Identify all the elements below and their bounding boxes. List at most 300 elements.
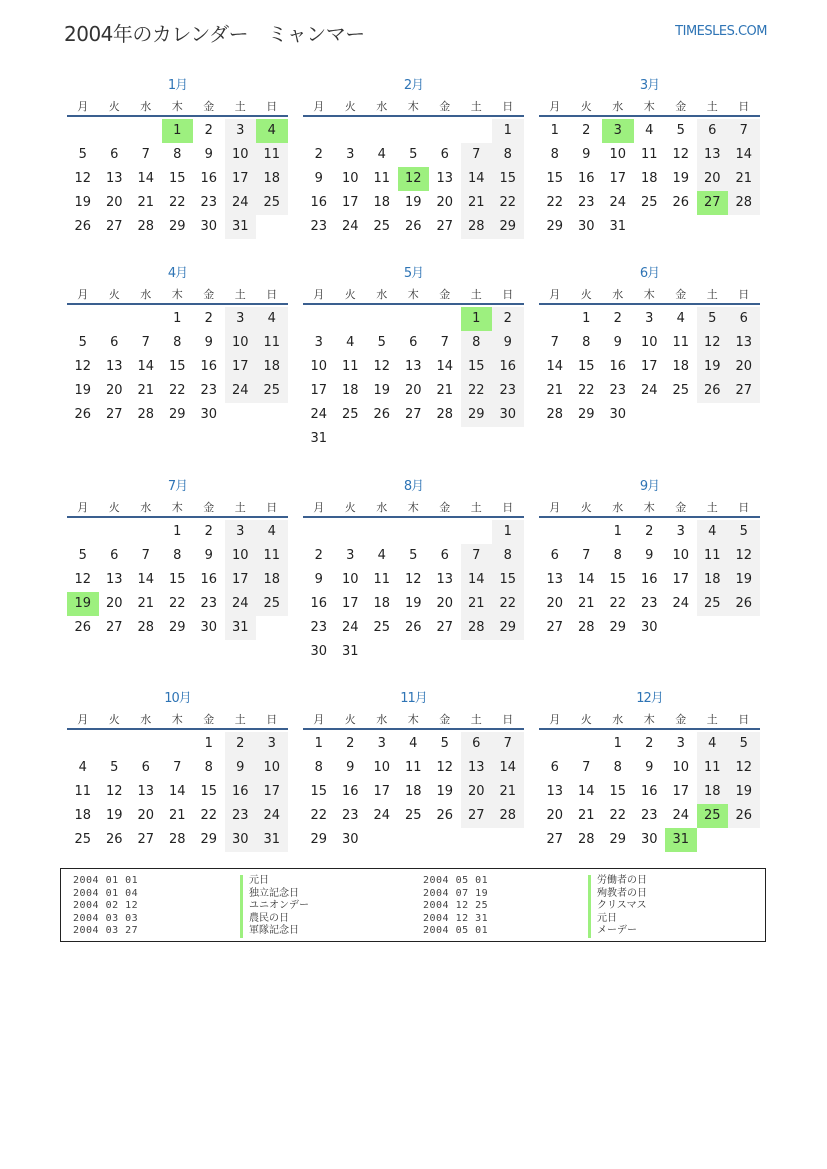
day-cell[interactable]: 29: [461, 403, 493, 427]
day-cell[interactable]: 12: [728, 756, 760, 780]
holiday-day-cell[interactable]: 1: [162, 119, 194, 143]
day-cell[interactable]: 10: [225, 143, 257, 167]
day-cell[interactable]: 13: [436, 572, 454, 587]
day-cell[interactable]: 7: [728, 119, 760, 143]
day-cell[interactable]: 24: [310, 407, 328, 422]
day-cell[interactable]: 23: [200, 596, 218, 611]
day-cell[interactable]: 10: [609, 147, 627, 162]
day-cell[interactable]: 10: [640, 335, 658, 350]
day-cell[interactable]: 30: [609, 407, 627, 422]
day-cell[interactable]: 4: [645, 123, 654, 138]
holiday-day-cell[interactable]: 12: [398, 167, 430, 191]
day-cell[interactable]: 15: [577, 359, 595, 374]
day-cell[interactable]: 10: [341, 171, 359, 186]
day-cell[interactable]: 27: [546, 620, 564, 635]
day-cell[interactable]: 27: [461, 804, 493, 828]
holiday-day-cell[interactable]: 25: [697, 804, 729, 828]
day-cell[interactable]: 15: [492, 167, 524, 191]
day-cell[interactable]: 31: [225, 616, 257, 640]
day-cell[interactable]: 7: [173, 760, 182, 775]
day-cell[interactable]: 17: [373, 784, 391, 799]
day-cell[interactable]: 17: [256, 780, 288, 804]
day-cell[interactable]: 3: [676, 736, 685, 751]
day-cell[interactable]: 30: [577, 219, 595, 234]
day-cell[interactable]: 14: [546, 359, 564, 374]
day-cell[interactable]: 15: [461, 355, 493, 379]
day-cell[interactable]: 23: [577, 195, 595, 210]
day-cell[interactable]: 6: [728, 307, 760, 331]
day-cell[interactable]: 5: [377, 335, 386, 350]
day-cell[interactable]: 30: [225, 828, 257, 852]
day-cell[interactable]: 10: [256, 756, 288, 780]
day-cell[interactable]: 27: [728, 379, 760, 403]
day-cell[interactable]: 4: [256, 520, 288, 544]
day-cell[interactable]: 26: [74, 407, 92, 422]
day-cell[interactable]: 1: [314, 736, 323, 751]
day-cell[interactable]: 2: [314, 548, 323, 563]
day-cell[interactable]: 16: [609, 359, 627, 374]
day-cell[interactable]: 11: [341, 359, 359, 374]
day-cell[interactable]: 5: [440, 736, 449, 751]
day-cell[interactable]: 30: [200, 407, 218, 422]
day-cell[interactable]: 18: [697, 780, 729, 804]
day-cell[interactable]: 8: [314, 760, 323, 775]
day-cell[interactable]: 17: [225, 355, 257, 379]
day-cell[interactable]: 16: [310, 596, 328, 611]
day-cell[interactable]: 21: [546, 383, 564, 398]
day-cell[interactable]: 22: [461, 379, 493, 403]
day-cell[interactable]: 7: [582, 548, 591, 563]
day-cell[interactable]: 29: [168, 219, 186, 234]
day-cell[interactable]: 24: [225, 191, 257, 215]
day-cell[interactable]: 20: [404, 383, 422, 398]
day-cell[interactable]: 27: [546, 832, 564, 847]
day-cell[interactable]: 18: [256, 568, 288, 592]
day-cell[interactable]: 9: [582, 147, 591, 162]
day-cell[interactable]: 22: [546, 195, 564, 210]
day-cell[interactable]: 18: [404, 784, 422, 799]
day-cell[interactable]: 26: [672, 195, 690, 210]
day-cell[interactable]: 8: [173, 548, 182, 563]
day-cell[interactable]: 23: [492, 379, 524, 403]
day-cell[interactable]: 27: [105, 407, 123, 422]
day-cell[interactable]: 21: [137, 383, 155, 398]
day-cell[interactable]: 30: [310, 644, 328, 659]
day-cell[interactable]: 26: [74, 620, 92, 635]
day-cell[interactable]: 14: [492, 756, 524, 780]
day-cell[interactable]: 9: [645, 548, 654, 563]
day-cell[interactable]: 27: [105, 620, 123, 635]
day-cell[interactable]: 19: [404, 596, 422, 611]
day-cell[interactable]: 13: [697, 143, 729, 167]
day-cell[interactable]: 24: [256, 804, 288, 828]
day-cell[interactable]: 9: [225, 756, 257, 780]
day-cell[interactable]: 18: [341, 383, 359, 398]
day-cell[interactable]: 16: [310, 195, 328, 210]
day-cell[interactable]: 18: [256, 167, 288, 191]
day-cell[interactable]: 16: [200, 171, 218, 186]
day-cell[interactable]: 19: [728, 568, 760, 592]
day-cell[interactable]: 13: [546, 572, 564, 587]
day-cell[interactable]: 31: [341, 644, 359, 659]
day-cell[interactable]: 1: [492, 520, 524, 544]
day-cell[interactable]: 19: [672, 171, 690, 186]
day-cell[interactable]: 9: [204, 147, 213, 162]
day-cell[interactable]: 7: [141, 147, 150, 162]
day-cell[interactable]: 6: [110, 548, 119, 563]
day-cell[interactable]: 18: [373, 596, 391, 611]
day-cell[interactable]: 11: [256, 544, 288, 568]
day-cell[interactable]: 26: [404, 219, 422, 234]
day-cell[interactable]: 3: [346, 147, 355, 162]
day-cell[interactable]: 8: [204, 760, 213, 775]
day-cell[interactable]: 19: [697, 355, 729, 379]
day-cell[interactable]: 12: [74, 359, 92, 374]
day-cell[interactable]: 22: [609, 808, 627, 823]
day-cell[interactable]: 9: [314, 572, 323, 587]
day-cell[interactable]: 2: [314, 147, 323, 162]
day-cell[interactable]: 30: [341, 832, 359, 847]
day-cell[interactable]: 20: [105, 383, 123, 398]
day-cell[interactable]: 12: [74, 171, 92, 186]
day-cell[interactable]: 20: [546, 596, 564, 611]
day-cell[interactable]: 6: [141, 760, 150, 775]
day-cell[interactable]: 30: [640, 620, 658, 635]
day-cell[interactable]: 21: [492, 780, 524, 804]
day-cell[interactable]: 17: [225, 568, 257, 592]
day-cell[interactable]: 9: [492, 331, 524, 355]
day-cell[interactable]: 24: [225, 379, 257, 403]
day-cell[interactable]: 9: [204, 335, 213, 350]
day-cell[interactable]: 6: [110, 147, 119, 162]
day-cell[interactable]: 25: [256, 379, 288, 403]
day-cell[interactable]: 29: [546, 219, 564, 234]
day-cell[interactable]: 22: [168, 383, 186, 398]
day-cell[interactable]: 18: [697, 568, 729, 592]
day-cell[interactable]: 6: [550, 760, 559, 775]
day-cell[interactable]: 7: [461, 544, 493, 568]
day-cell[interactable]: 8: [582, 335, 591, 350]
day-cell[interactable]: 29: [200, 832, 218, 847]
day-cell[interactable]: 12: [373, 359, 391, 374]
day-cell[interactable]: 20: [697, 167, 729, 191]
day-cell[interactable]: 17: [225, 167, 257, 191]
day-cell[interactable]: 28: [492, 804, 524, 828]
day-cell[interactable]: 11: [373, 171, 391, 186]
day-cell[interactable]: 22: [577, 383, 595, 398]
day-cell[interactable]: 20: [546, 808, 564, 823]
day-cell[interactable]: 28: [168, 832, 186, 847]
day-cell[interactable]: 22: [492, 191, 524, 215]
day-cell[interactable]: 6: [440, 147, 449, 162]
day-cell[interactable]: 29: [609, 832, 627, 847]
holiday-day-cell[interactable]: 31: [665, 828, 697, 852]
day-cell[interactable]: 28: [546, 407, 564, 422]
day-cell[interactable]: 2: [645, 736, 654, 751]
day-cell[interactable]: 14: [137, 171, 155, 186]
holiday-day-cell[interactable]: 3: [602, 119, 634, 143]
day-cell[interactable]: 27: [105, 219, 123, 234]
day-cell[interactable]: 11: [697, 544, 729, 568]
day-cell[interactable]: 3: [225, 520, 257, 544]
day-cell[interactable]: 21: [168, 808, 186, 823]
day-cell[interactable]: 2: [225, 732, 257, 756]
day-cell[interactable]: 25: [74, 832, 92, 847]
day-cell[interactable]: 16: [640, 784, 658, 799]
day-cell[interactable]: 13: [728, 331, 760, 355]
day-cell[interactable]: 14: [436, 359, 454, 374]
day-cell[interactable]: 20: [728, 355, 760, 379]
day-cell[interactable]: 13: [404, 359, 422, 374]
day-cell[interactable]: 21: [577, 596, 595, 611]
day-cell[interactable]: 14: [577, 572, 595, 587]
day-cell[interactable]: 26: [697, 379, 729, 403]
day-cell[interactable]: 15: [310, 784, 328, 799]
day-cell[interactable]: 30: [200, 219, 218, 234]
day-cell[interactable]: 26: [728, 592, 760, 616]
day-cell[interactable]: 24: [341, 620, 359, 635]
day-cell[interactable]: 29: [609, 620, 627, 635]
day-cell[interactable]: 3: [225, 119, 257, 143]
day-cell[interactable]: 5: [728, 732, 760, 756]
day-cell[interactable]: 14: [137, 359, 155, 374]
day-cell[interactable]: 18: [373, 195, 391, 210]
day-cell[interactable]: 1: [582, 311, 591, 326]
day-cell[interactable]: 17: [672, 784, 690, 799]
day-cell[interactable]: 27: [404, 407, 422, 422]
day-cell[interactable]: 29: [310, 832, 328, 847]
day-cell[interactable]: 24: [672, 596, 690, 611]
day-cell[interactable]: 24: [225, 592, 257, 616]
day-cell[interactable]: 2: [346, 736, 355, 751]
day-cell[interactable]: 2: [613, 311, 622, 326]
day-cell[interactable]: 28: [461, 616, 493, 640]
day-cell[interactable]: 10: [672, 548, 690, 563]
day-cell[interactable]: 7: [461, 143, 493, 167]
day-cell[interactable]: 25: [373, 620, 391, 635]
day-cell[interactable]: 5: [409, 147, 418, 162]
day-cell[interactable]: 25: [256, 592, 288, 616]
day-cell[interactable]: 30: [200, 620, 218, 635]
day-cell[interactable]: 25: [697, 592, 729, 616]
day-cell[interactable]: 6: [697, 119, 729, 143]
day-cell[interactable]: 8: [492, 544, 524, 568]
day-cell[interactable]: 8: [461, 331, 493, 355]
day-cell[interactable]: 22: [492, 592, 524, 616]
day-cell[interactable]: 7: [440, 335, 449, 350]
day-cell[interactable]: 11: [373, 572, 391, 587]
day-cell[interactable]: 30: [492, 403, 524, 427]
day-cell[interactable]: 3: [225, 307, 257, 331]
day-cell[interactable]: 23: [200, 195, 218, 210]
day-cell[interactable]: 29: [492, 215, 524, 239]
day-cell[interactable]: 13: [105, 359, 123, 374]
day-cell[interactable]: 21: [728, 167, 760, 191]
day-cell[interactable]: 24: [640, 383, 658, 398]
day-cell[interactable]: 16: [341, 784, 359, 799]
day-cell[interactable]: 15: [168, 359, 186, 374]
day-cell[interactable]: 17: [310, 383, 328, 398]
day-cell[interactable]: 4: [409, 736, 418, 751]
day-cell[interactable]: 21: [436, 383, 454, 398]
day-cell[interactable]: 13: [436, 171, 454, 186]
day-cell[interactable]: 24: [373, 808, 391, 823]
day-cell[interactable]: 31: [609, 219, 627, 234]
day-cell[interactable]: 13: [105, 171, 123, 186]
day-cell[interactable]: 14: [461, 568, 493, 592]
day-cell[interactable]: 7: [582, 760, 591, 775]
day-cell[interactable]: 1: [613, 736, 622, 751]
day-cell[interactable]: 20: [105, 195, 123, 210]
day-cell[interactable]: 7: [141, 548, 150, 563]
day-cell[interactable]: 3: [676, 524, 685, 539]
day-cell[interactable]: 10: [225, 544, 257, 568]
day-cell[interactable]: 15: [492, 568, 524, 592]
day-cell[interactable]: 26: [105, 832, 123, 847]
day-cell[interactable]: 5: [110, 760, 119, 775]
day-cell[interactable]: 6: [550, 548, 559, 563]
day-cell[interactable]: 3: [256, 732, 288, 756]
day-cell[interactable]: 19: [728, 780, 760, 804]
day-cell[interactable]: 4: [676, 311, 685, 326]
day-cell[interactable]: 5: [78, 548, 87, 563]
day-cell[interactable]: 4: [697, 732, 729, 756]
day-cell[interactable]: 17: [341, 195, 359, 210]
day-cell[interactable]: 13: [461, 756, 493, 780]
day-cell[interactable]: 9: [346, 760, 355, 775]
day-cell[interactable]: 15: [609, 572, 627, 587]
day-cell[interactable]: 17: [609, 171, 627, 186]
day-cell[interactable]: 7: [550, 335, 559, 350]
day-cell[interactable]: 2: [204, 524, 213, 539]
day-cell[interactable]: 6: [110, 335, 119, 350]
day-cell[interactable]: 22: [310, 808, 328, 823]
site-logo[interactable]: TIMESLES.COM: [675, 24, 767, 39]
day-cell[interactable]: 3: [645, 311, 654, 326]
day-cell[interactable]: 1: [492, 119, 524, 143]
day-cell[interactable]: 9: [314, 171, 323, 186]
day-cell[interactable]: 14: [168, 784, 186, 799]
day-cell[interactable]: 23: [310, 620, 328, 635]
day-cell[interactable]: 13: [546, 784, 564, 799]
day-cell[interactable]: 28: [577, 832, 595, 847]
day-cell[interactable]: 28: [461, 215, 493, 239]
day-cell[interactable]: 5: [728, 520, 760, 544]
day-cell[interactable]: 10: [225, 331, 257, 355]
day-cell[interactable]: 18: [672, 359, 690, 374]
day-cell[interactable]: 22: [168, 195, 186, 210]
day-cell[interactable]: 28: [137, 620, 155, 635]
day-cell[interactable]: 26: [436, 808, 454, 823]
day-cell[interactable]: 5: [78, 335, 87, 350]
day-cell[interactable]: 13: [105, 572, 123, 587]
day-cell[interactable]: 2: [492, 307, 524, 331]
day-cell[interactable]: 15: [200, 784, 218, 799]
day-cell[interactable]: 22: [609, 596, 627, 611]
day-cell[interactable]: 1: [173, 311, 182, 326]
day-cell[interactable]: 14: [728, 143, 760, 167]
day-cell[interactable]: 21: [577, 808, 595, 823]
day-cell[interactable]: 11: [697, 756, 729, 780]
day-cell[interactable]: 22: [200, 808, 218, 823]
day-cell[interactable]: 19: [404, 195, 422, 210]
day-cell[interactable]: 28: [137, 219, 155, 234]
holiday-day-cell[interactable]: 19: [67, 592, 99, 616]
day-cell[interactable]: 20: [436, 195, 454, 210]
day-cell[interactable]: 4: [377, 147, 386, 162]
day-cell[interactable]: 5: [78, 147, 87, 162]
day-cell[interactable]: 23: [640, 596, 658, 611]
day-cell[interactable]: 4: [377, 548, 386, 563]
day-cell[interactable]: 21: [461, 592, 493, 616]
day-cell[interactable]: 2: [204, 123, 213, 138]
day-cell[interactable]: 8: [173, 335, 182, 350]
day-cell[interactable]: 12: [436, 760, 454, 775]
day-cell[interactable]: 7: [141, 335, 150, 350]
day-cell[interactable]: 30: [640, 832, 658, 847]
day-cell[interactable]: 16: [225, 780, 257, 804]
day-cell[interactable]: 28: [728, 191, 760, 215]
day-cell[interactable]: 6: [440, 548, 449, 563]
day-cell[interactable]: 15: [546, 171, 564, 186]
day-cell[interactable]: 26: [404, 620, 422, 635]
day-cell[interactable]: 5: [676, 123, 685, 138]
day-cell[interactable]: 12: [728, 544, 760, 568]
day-cell[interactable]: 19: [74, 383, 92, 398]
day-cell[interactable]: 25: [341, 407, 359, 422]
day-cell[interactable]: 1: [173, 524, 182, 539]
day-cell[interactable]: 9: [613, 335, 622, 350]
day-cell[interactable]: 19: [373, 383, 391, 398]
day-cell[interactable]: 8: [492, 143, 524, 167]
day-cell[interactable]: 12: [105, 784, 123, 799]
day-cell[interactable]: 2: [582, 123, 591, 138]
day-cell[interactable]: 11: [256, 331, 288, 355]
day-cell[interactable]: 23: [225, 804, 257, 828]
day-cell[interactable]: 11: [672, 335, 690, 350]
day-cell[interactable]: 10: [373, 760, 391, 775]
day-cell[interactable]: 11: [404, 760, 422, 775]
day-cell[interactable]: 16: [200, 572, 218, 587]
day-cell[interactable]: 25: [373, 219, 391, 234]
day-cell[interactable]: 29: [168, 407, 186, 422]
day-cell[interactable]: 20: [137, 808, 155, 823]
day-cell[interactable]: 12: [404, 572, 422, 587]
day-cell[interactable]: 10: [672, 760, 690, 775]
holiday-day-cell[interactable]: 1: [461, 307, 493, 331]
day-cell[interactable]: 3: [314, 335, 323, 350]
day-cell[interactable]: 4: [346, 335, 355, 350]
day-cell[interactable]: 25: [640, 195, 658, 210]
day-cell[interactable]: 7: [492, 732, 524, 756]
day-cell[interactable]: 8: [173, 147, 182, 162]
day-cell[interactable]: 21: [137, 596, 155, 611]
day-cell[interactable]: 11: [640, 147, 658, 162]
day-cell[interactable]: 8: [613, 760, 622, 775]
day-cell[interactable]: 16: [640, 572, 658, 587]
day-cell[interactable]: 10: [341, 572, 359, 587]
holiday-day-cell[interactable]: 4: [256, 119, 288, 143]
day-cell[interactable]: 21: [461, 191, 493, 215]
day-cell[interactable]: 6: [409, 335, 418, 350]
day-cell[interactable]: 9: [645, 760, 654, 775]
day-cell[interactable]: 15: [168, 171, 186, 186]
day-cell[interactable]: 23: [640, 808, 658, 823]
day-cell[interactable]: 13: [137, 784, 155, 799]
day-cell[interactable]: 16: [492, 355, 524, 379]
day-cell[interactable]: 26: [74, 219, 92, 234]
day-cell[interactable]: 6: [461, 732, 493, 756]
